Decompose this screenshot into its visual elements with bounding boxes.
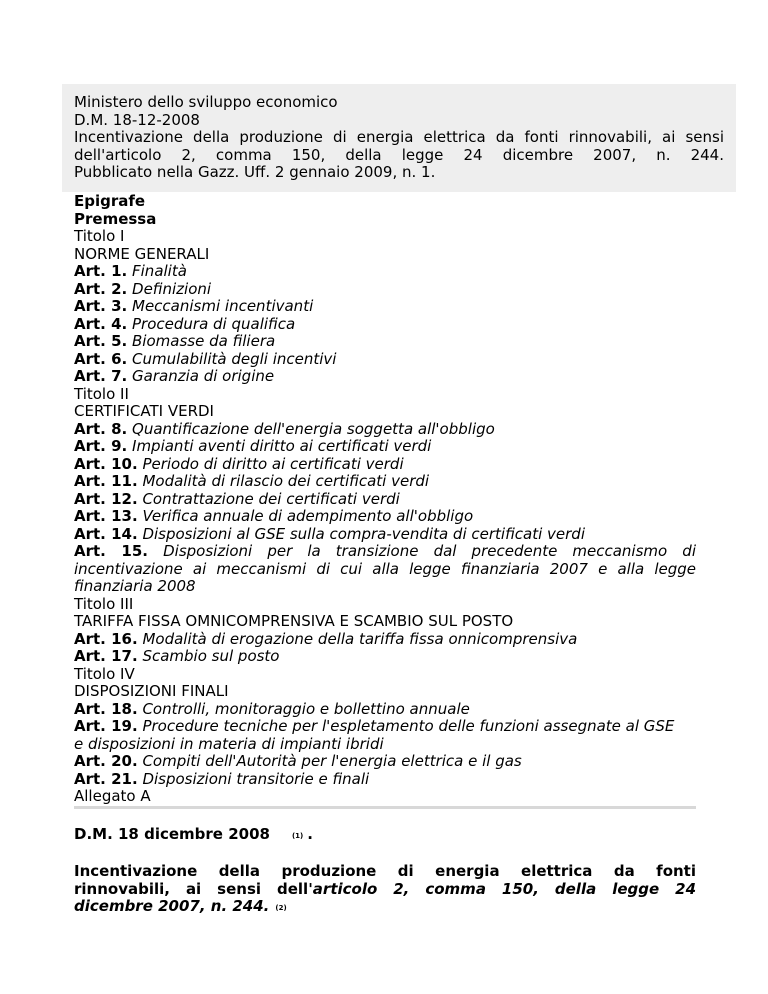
article-title: Quantificazione dell'energia soggetta all'obbligo (132, 419, 495, 438)
decree-heading: D.M. 18 dicembre 2008 $^{(1)}$ . (74, 825, 313, 843)
decree-subtitle-line2: rinnovabili, ai sensi dell'articolo 2, comma 150, della legge 24 (74, 879, 697, 898)
toc-titolo-4: Titolo IV (74, 664, 135, 683)
toc-article-link[interactable] (74, 526, 696, 544)
article-title: Scambio sul posto (142, 647, 280, 665)
article-title: Meccanismi incentivanti (132, 297, 314, 315)
toc-article-link[interactable] (74, 648, 696, 666)
article-title: Procedura di qualifica (132, 314, 296, 333)
toc-article-link[interactable] (74, 263, 696, 281)
article-title: Impianti aventi diritto ai certificati verdi (132, 437, 432, 455)
article-number: Art. 18. (74, 699, 138, 718)
article-number: Art. 13. (74, 507, 138, 525)
toc-titolo-4-name: DISPOSIZIONI FINALI (74, 682, 229, 700)
toc-article-link[interactable] (74, 281, 696, 299)
article-number: Art. 9. (74, 437, 128, 455)
toc-article-link[interactable] (74, 298, 696, 316)
decree-title-line2: dell'articolo 2, comma 150, della legge 24 dicembre 2007, n. 244. (74, 145, 724, 164)
article-number: Art. 7. (74, 367, 128, 385)
toc-article-title-continued[interactable]: e disposizioni in materia di impianti ibridi (74, 734, 384, 753)
toc-article-link[interactable] (74, 491, 696, 509)
article-number: Art. 15. (74, 542, 148, 560)
article-title: Disposizioni transitorie e finali (142, 769, 370, 788)
toc-titolo-3: Titolo III (74, 594, 134, 613)
toc-article-link[interactable] (74, 473, 696, 491)
article-title: Verifica annuale di adempimento all'obbligo (142, 507, 474, 525)
section-divider (74, 806, 696, 809)
toc-epigrafe-link[interactable]: Epigrafe (74, 192, 146, 210)
toc-article-link[interactable] (74, 508, 696, 526)
toc-article-link[interactable] (74, 631, 696, 649)
decree-subtitle (74, 863, 696, 916)
toc-allegato-link[interactable]: Allegato A (74, 787, 151, 805)
toc-article-title-continued[interactable]: finanziaria 2008 (74, 577, 196, 595)
article-number: Art. 8. (74, 419, 128, 438)
decree-subtitle-line3: dicembre 2007, n. 244. $^{(2)}$ (74, 897, 287, 915)
toc-article-link[interactable] (74, 333, 696, 351)
toc-article-title-continued[interactable]: incentivazione ai meccanismi di cui alla legge finanziaria 2007 e alla legge (74, 559, 696, 578)
article-number: Art. 4. (74, 314, 128, 333)
article-title: Definizioni (132, 279, 212, 298)
toc-article-link[interactable] (74, 421, 696, 439)
footnote-ref-1[interactable]: (1) (291, 832, 304, 840)
article-number: Art. 6. (74, 349, 128, 368)
article-title: Contrattazione dei certificati verdi (142, 489, 400, 508)
toc-titolo-1: Titolo I (74, 227, 125, 245)
toc-article-link[interactable] (74, 543, 696, 561)
article-number: Art. 3. (74, 297, 128, 315)
article-number: Art. 1. (74, 262, 128, 280)
article-number: Art. 11. (74, 472, 138, 490)
decree-subtitle-line1: Incentivazione della produzione di energia elettrica da fonti (74, 862, 696, 880)
article-number: Art. 19. (74, 717, 138, 735)
article-title: Modalità di erogazione della tariffa fissa onnicomprensiva (142, 629, 578, 648)
toc-titolo-2: Titolo II (74, 384, 129, 403)
table-of-contents (74, 193, 696, 806)
toc-article-link[interactable] (74, 771, 696, 789)
toc-article-link[interactable] (74, 718, 696, 736)
decree-title-line1: Incentivazione della produzione di energia elettrica da fonti rinnovabili, ai sensi (74, 128, 724, 146)
toc-article-link[interactable] (74, 438, 696, 456)
article-title: Finalità (132, 262, 187, 280)
toc-article-link[interactable] (74, 316, 696, 334)
toc-article-link[interactable] (74, 701, 696, 719)
article-number: Art. 10. (74, 454, 138, 473)
toc-article-link[interactable] (74, 456, 696, 474)
toc-premessa-link[interactable]: Premessa (74, 209, 157, 228)
article-title: Garanzia di origine (132, 367, 275, 385)
article-title: Procedure tecniche per l'espletamento delle funzioni assegnate al GSE (142, 717, 675, 735)
article-number: Art. 5. (74, 332, 128, 350)
article-title: Cumulabilità degli incentivi (132, 349, 337, 368)
article-number: Art. 14. (74, 524, 138, 543)
toc-article-link[interactable] (74, 368, 696, 386)
article-number: Art. 20. (74, 752, 138, 770)
publication-info: Pubblicato nella Gazz. Uff. 2 gennaio 2009, n. 1. (74, 163, 436, 181)
decree-date: D.M. 18-12-2008 (74, 110, 200, 129)
document-header (62, 84, 736, 192)
article-title: Compiti dell'Autorità per l'energia elettrica e il gas (142, 752, 522, 770)
article-number: Art. 2. (74, 279, 128, 298)
toc-article-link[interactable] (74, 351, 696, 369)
ministry-name: Ministero dello sviluppo economico (74, 93, 338, 111)
article-title: Disposizioni al GSE sulla compra-vendita di certificati verdi (142, 524, 585, 543)
toc-article-link[interactable] (74, 753, 696, 771)
article-number: Art. 12. (74, 489, 138, 508)
article-number: Art. 21. (74, 769, 138, 788)
article-number: Art. 17. (74, 647, 138, 665)
article-title: Biomasse da filiera (132, 332, 276, 350)
article-title: Periodo di diritto ai certificati verdi (142, 454, 404, 473)
toc-titolo-3-name: TARIFFA FISSA OMNICOMPRENSIVA E SCAMBIO SUL POSTO (74, 612, 514, 630)
article-title: Modalità di rilascio dei certificati verdi (142, 472, 430, 490)
article-title: Disposizioni per la transizione dal precedente meccanismo di (163, 542, 696, 560)
article-title: Controlli, monitoraggio e bollettino annuale (142, 699, 470, 718)
article-number: Art. 16. (74, 629, 138, 648)
toc-titolo-2-name: CERTIFICATI VERDI (74, 402, 214, 420)
toc-titolo-1-name: NORME GENERALI (74, 244, 210, 263)
footnote-ref-2[interactable]: (2) (275, 904, 287, 912)
